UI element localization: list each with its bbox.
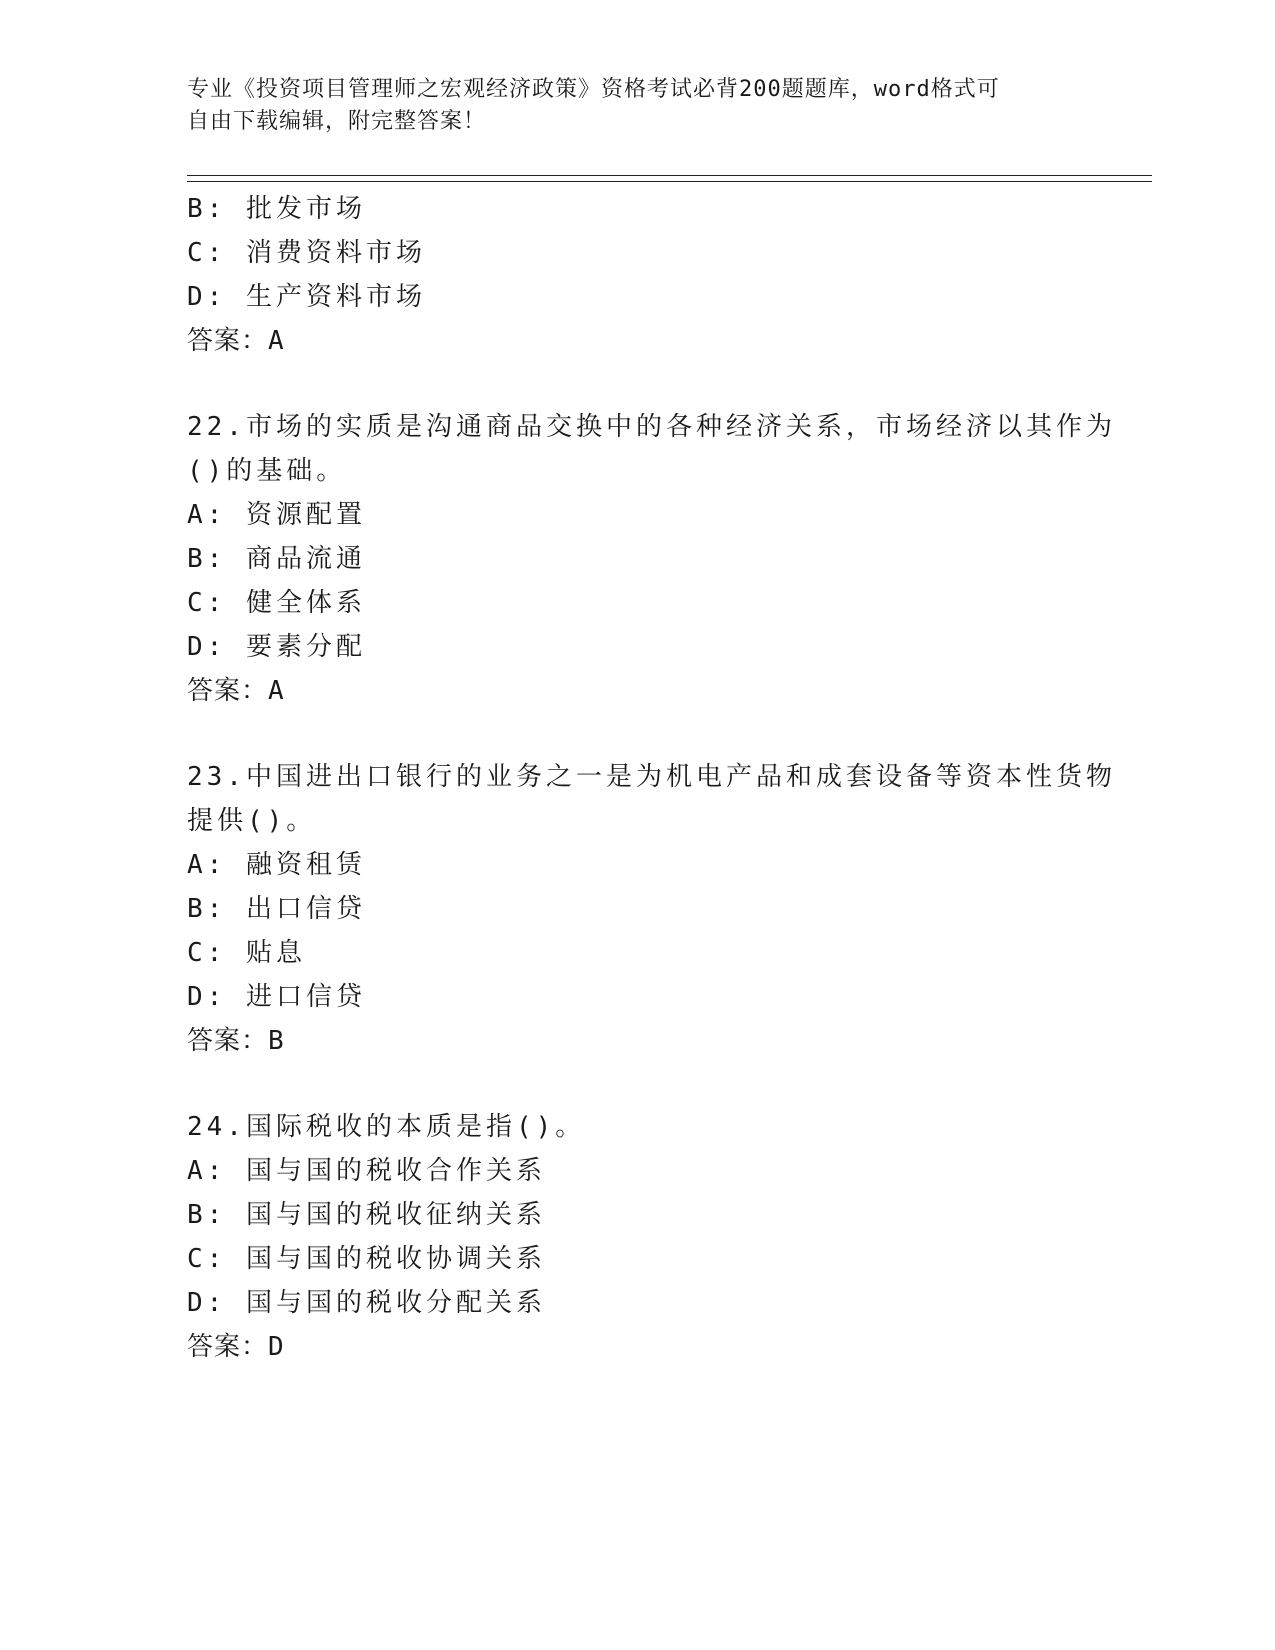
q24-option-b: B: 国与国的税收征纳关系 bbox=[187, 1200, 546, 1230]
document-header bbox=[187, 74, 1067, 138]
header-divider-top bbox=[187, 175, 1152, 176]
header-divider-bottom bbox=[187, 181, 1152, 182]
q23-answer: 答案：B bbox=[187, 1026, 285, 1056]
q22-answer: 答案：A bbox=[187, 676, 285, 706]
q23-stem-line-2: 提供()。 bbox=[187, 806, 317, 836]
q23-option-c: C: 贴息 bbox=[187, 938, 306, 968]
q22-stem-line-2: ()的基础。 bbox=[187, 456, 347, 486]
q21-option-b: B: 批发市场 bbox=[187, 194, 366, 224]
q23-option-d: D: 进口信贷 bbox=[187, 982, 366, 1012]
q21-option-d: D: 生产资料市场 bbox=[187, 282, 426, 312]
header-line-2: 自由下载编辑，附完整答案！ bbox=[187, 109, 487, 134]
q23-stem-line-1: 23.中国进出口银行的业务之一是为机电产品和成套设备等资本性货物 bbox=[187, 762, 1116, 792]
q23-option-b: B: 出口信贷 bbox=[187, 894, 366, 924]
header-line-1: 专业《投资项目管理师之宏观经济政策》资格考试必背200题题库，word格式可 bbox=[187, 77, 1000, 102]
q24-stem-line-1: 24.国际税收的本质是指()。 bbox=[187, 1112, 586, 1142]
q22-option-c: C: 健全体系 bbox=[187, 588, 366, 618]
q24-option-d: D: 国与国的税收分配关系 bbox=[187, 1288, 546, 1318]
q22-option-d: D: 要素分配 bbox=[187, 632, 366, 662]
q24-option-c: C: 国与国的税收协调关系 bbox=[187, 1244, 546, 1274]
q22-option-b: B: 商品流通 bbox=[187, 544, 366, 574]
q23-option-a: A: 融资租赁 bbox=[187, 850, 366, 880]
q21-option-c: C: 消费资料市场 bbox=[187, 238, 426, 268]
q22-stem-line-1: 22.市场的实质是沟通商品交换中的各种经济关系，市场经济以其作为 bbox=[187, 412, 1116, 442]
q22-option-a: A: 资源配置 bbox=[187, 500, 366, 530]
q24-answer: 答案：D bbox=[187, 1332, 285, 1362]
q21-answer: 答案：A bbox=[187, 326, 285, 356]
q24-option-a: A: 国与国的税收合作关系 bbox=[187, 1156, 546, 1186]
